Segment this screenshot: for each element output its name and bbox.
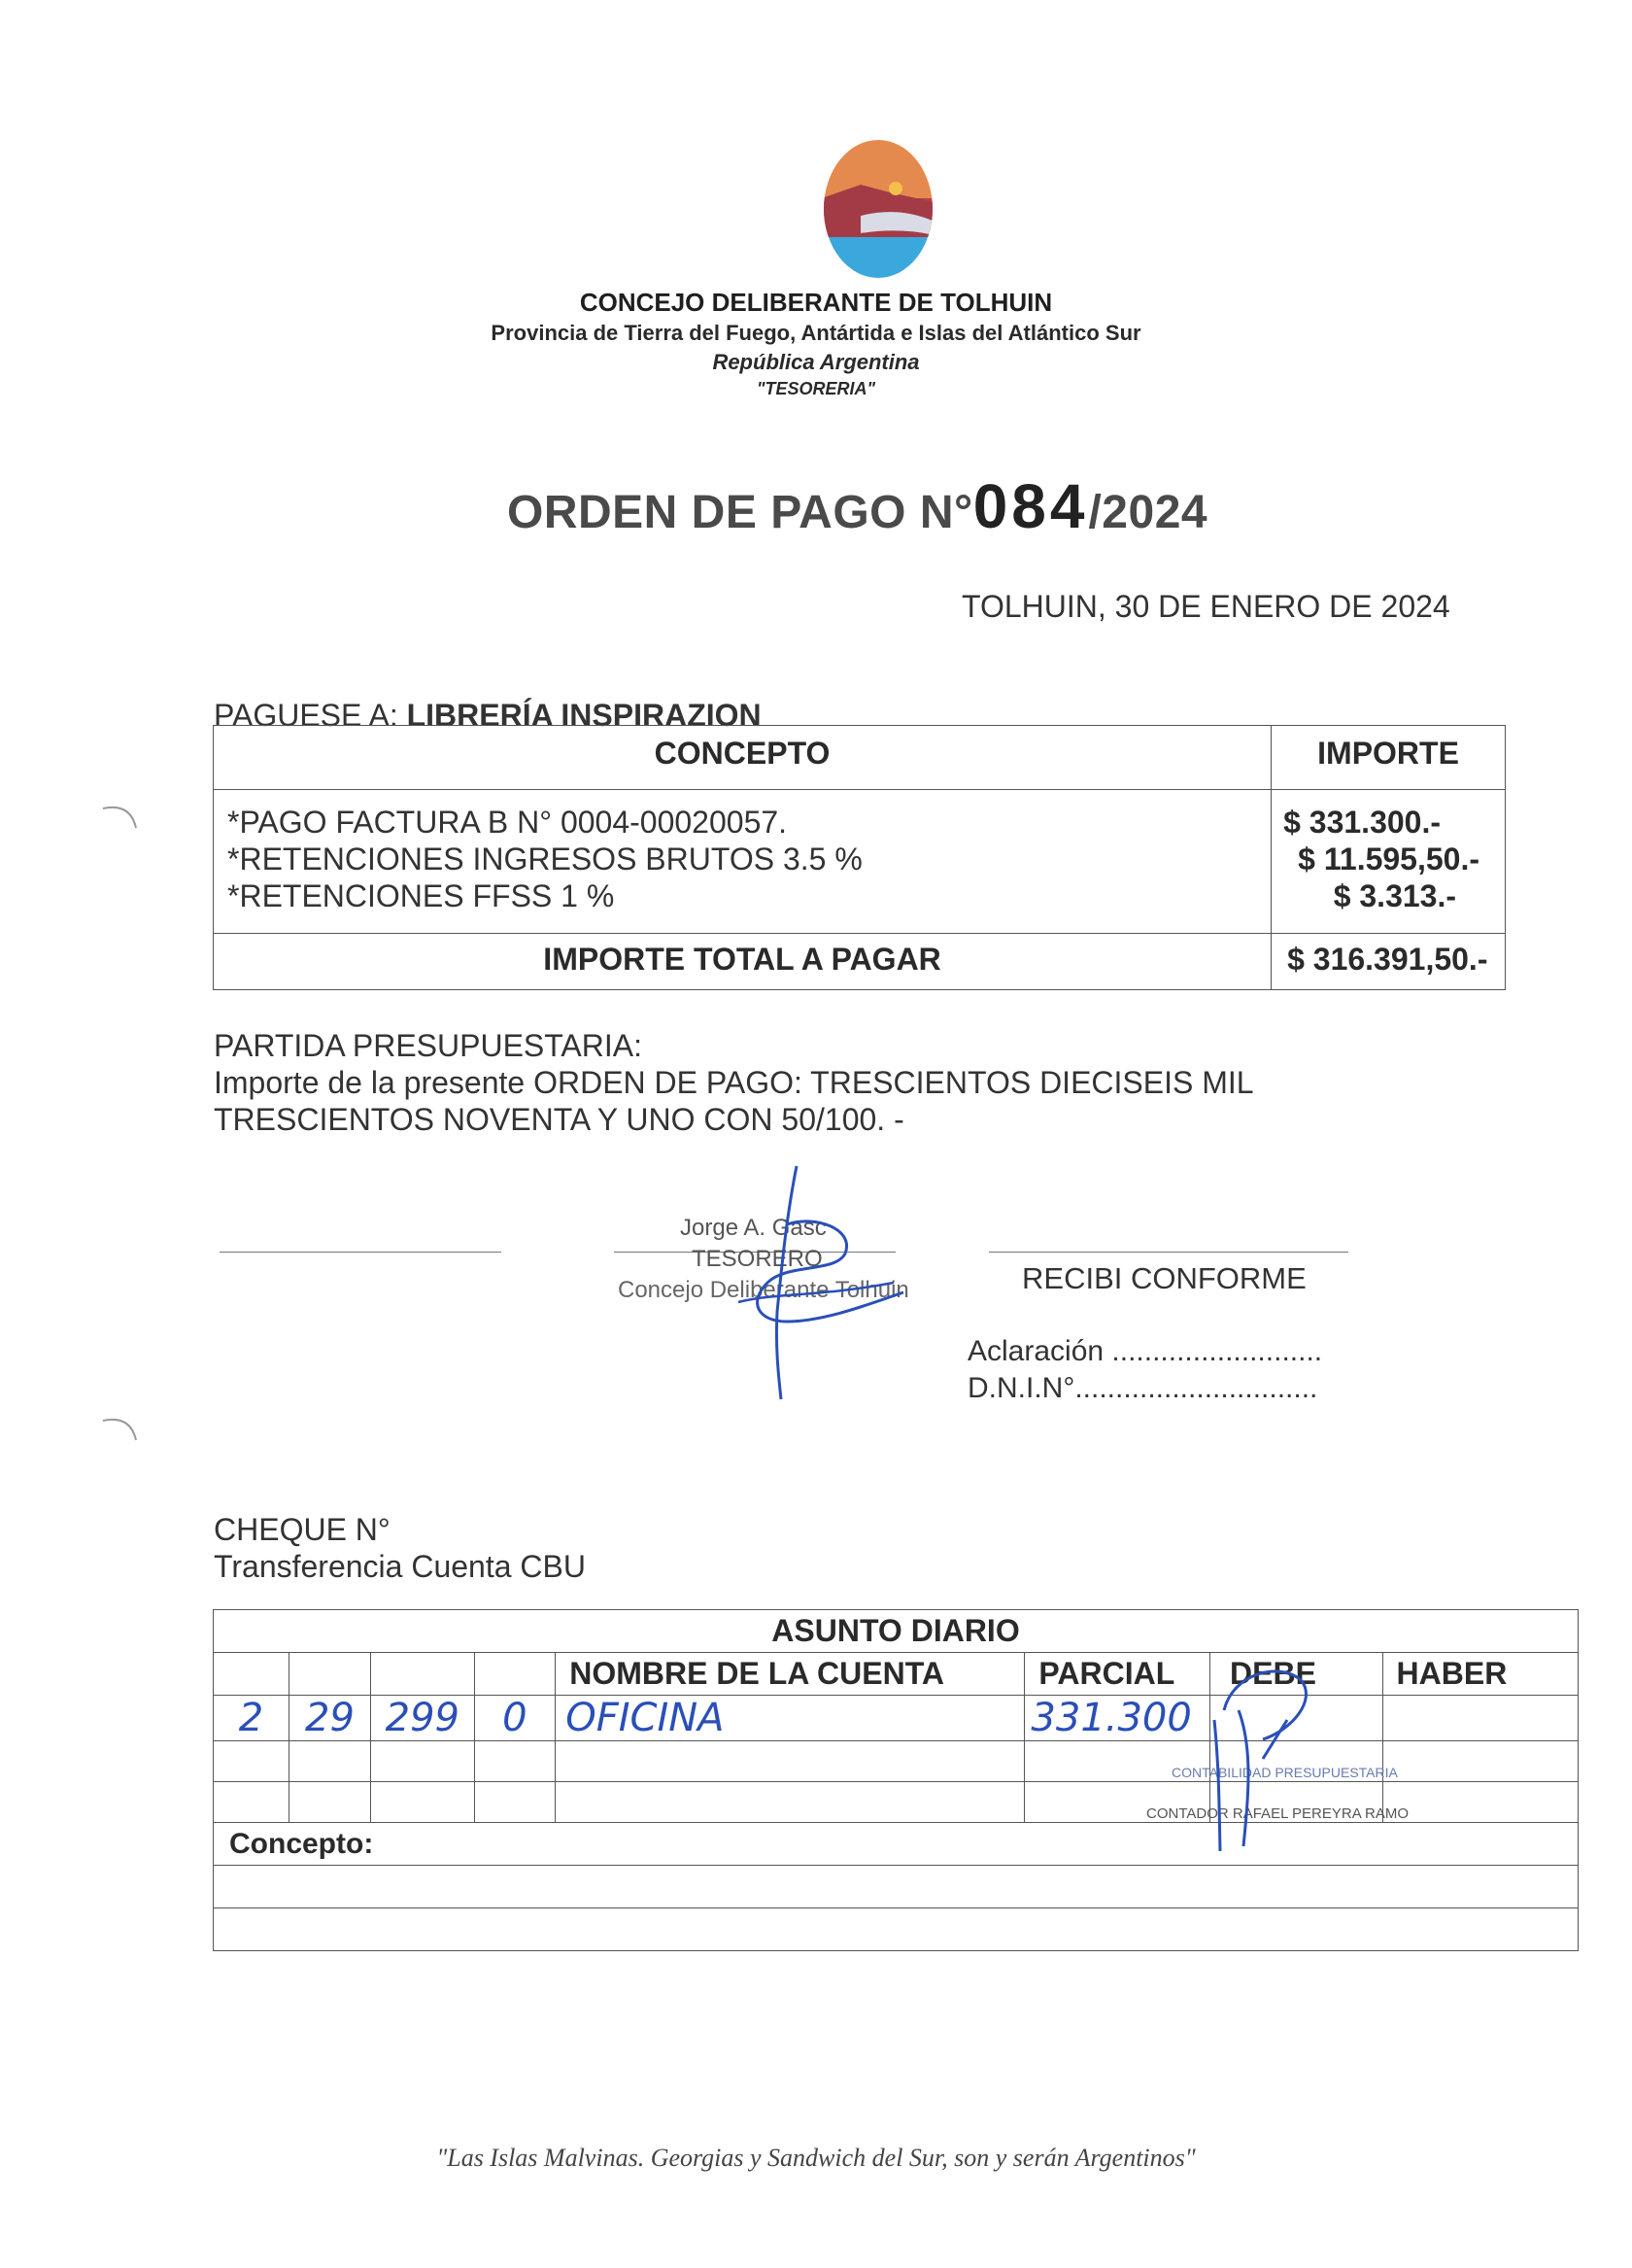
account-column-header: NOMBRE DE LA CUENTA: [569, 1656, 944, 1691]
payee-label: PAGUESE A:: [214, 698, 398, 733]
partial-cell: [1025, 1696, 1210, 1741]
order-number: 084: [972, 471, 1089, 541]
concept-row: *RETENCIONES INGRESOS BRUTOS 3.5 %: [227, 842, 863, 876]
budget-amount-line1: Importe de la presente ORDEN DE PAGO: TRESCIENTOS DIECISEIS MIL: [214, 1065, 1254, 1100]
empty-cell: [289, 1741, 370, 1782]
concept-header-cell: [214, 726, 1272, 790]
empty-row: [214, 1866, 1579, 1908]
credit-header-cell: [1382, 1653, 1578, 1696]
accounting-stamp-line1: CONTABILIDAD PRESUPUESTARIA: [1172, 1765, 1398, 1780]
logo: [822, 138, 935, 280]
credit-column-header: HABER: [1396, 1656, 1508, 1691]
journal-table: [213, 1609, 1579, 1951]
account-header-cell: [556, 1653, 1025, 1696]
order-title: [507, 470, 1207, 542]
journal-title-cell: [214, 1610, 1579, 1653]
accounting-stamp-line2: CONTADOR RAFAEL PEREYRA RAMO: [1146, 1805, 1410, 1822]
concept-row: *RETENCIONES FFSS 1 %: [227, 878, 615, 913]
code-cell: [289, 1696, 370, 1741]
empty-cell: [371, 1741, 474, 1782]
punch-mark-icon: [101, 803, 140, 832]
code-header-cell: [371, 1653, 474, 1696]
payee-name: LIBRERÍA INSPIRAZION: [406, 698, 762, 733]
journal-title: ASUNTO DIARIO: [771, 1613, 1020, 1648]
partial-column-header: PARCIAL: [1038, 1656, 1175, 1691]
handwritten-partial: 331.300: [1031, 1696, 1192, 1740]
signature-line-receiver: [989, 1252, 1348, 1253]
place-date: TOLHUIN, 30 DE ENERO DE 2024: [962, 589, 1450, 624]
code-cell: [371, 1696, 474, 1741]
treasurer-signature-icon: [699, 1156, 923, 1409]
empty-cell: [556, 1741, 1025, 1782]
empty-cell: [371, 1782, 474, 1823]
empty-cell: [1382, 1782, 1578, 1823]
empty-cell: [214, 1782, 289, 1823]
empty-cell: [214, 1741, 289, 1782]
cheque-label: CHEQUE N°: [214, 1512, 391, 1547]
order-year: /2024: [1088, 487, 1208, 538]
aclaracion-field: Aclaración ..........................: [968, 1335, 1323, 1367]
handwritten-code: 299: [385, 1696, 459, 1740]
footer-motto: "Las Islas Malvinas. Georgias y Sandwich del Sur, son y serán Argentinos": [436, 2144, 1196, 2172]
treasurer-stamp-name: Jorge A. Gasc: [680, 1215, 827, 1241]
country-line: República Argentina: [712, 350, 920, 374]
total-label: IMPORTE TOTAL A PAGAR: [543, 942, 941, 977]
empty-cell: [474, 1782, 556, 1823]
amount-column-header: IMPORTE: [1317, 736, 1459, 771]
amount-row: $ 3.313.-: [1333, 878, 1456, 913]
amount-row: $ 11.595,50.-: [1298, 842, 1479, 876]
debit-column-header: DEBE: [1230, 1656, 1316, 1691]
code-cell: [474, 1696, 556, 1741]
signature-line-left: [220, 1252, 501, 1253]
code-header-cell: [289, 1653, 370, 1696]
journal-concept-cell: [214, 1823, 1579, 1866]
concept-items-cell: [214, 790, 1272, 934]
code-cell: [214, 1696, 289, 1741]
amount-row: $ 331.300.-: [1283, 805, 1441, 840]
credit-cell: [1382, 1696, 1578, 1741]
punch-mark-icon: [101, 1415, 140, 1444]
total-amount-cell: [1272, 934, 1506, 990]
journal-concept-label: Concepto:: [229, 1827, 374, 1860]
amount-header-cell: [1272, 726, 1506, 790]
total-amount: $ 316.391,50.-: [1287, 942, 1488, 977]
concept-row: *PAGO FACTURA B N° 0004-00020057.: [227, 805, 788, 840]
handwritten-code: 29: [305, 1696, 355, 1740]
accounting-signature-icon: [1195, 1652, 1341, 1856]
transfer-label: Transferencia Cuenta CBU: [214, 1549, 586, 1584]
partial-header-cell: [1025, 1653, 1210, 1696]
account-cell: [556, 1696, 1025, 1741]
received-label: RECIBI CONFORME: [1022, 1261, 1307, 1295]
budget-amount-line2: TRESCIENTOS NOVENTA Y UNO CON 50/100. -: [214, 1102, 904, 1137]
code-header-cell: [474, 1653, 556, 1696]
concept-table: [213, 725, 1506, 990]
department-line: "TESORERIA": [756, 379, 876, 398]
concept-column-header: CONCEPTO: [654, 736, 831, 771]
code-header-cell: [214, 1653, 289, 1696]
handwritten-code: 2: [238, 1696, 264, 1740]
total-label-cell: [214, 934, 1272, 990]
empty-cell: [289, 1782, 370, 1823]
order-title-prefix: ORDEN DE PAGO N°: [507, 487, 973, 538]
handwritten-code: 0: [502, 1696, 527, 1740]
org-name: CONCEJO DELIBERANTE DE TOLHUIN: [579, 288, 1053, 317]
empty-cell: [556, 1782, 1025, 1823]
treasurer-stamp-role: TESORERO: [692, 1246, 823, 1272]
empty-cell: [474, 1741, 556, 1782]
province-line: Provincia de Tierra del Fuego, Antártida e Islas del Atlántico Sur: [491, 321, 1141, 345]
empty-row: [214, 1908, 1579, 1951]
logo-emblem-icon: [822, 138, 935, 280]
budget-label: PARTIDA PRESUPUESTARIA:: [214, 1028, 642, 1063]
dni-field: D.N.I.N°..............................: [968, 1372, 1318, 1404]
handwritten-account: OFICINA: [565, 1696, 725, 1740]
empty-cell: [1382, 1741, 1578, 1782]
amount-items-cell: [1272, 790, 1506, 934]
treasurer-stamp-org: Concejo Deliberante Tolhuin: [618, 1277, 909, 1303]
